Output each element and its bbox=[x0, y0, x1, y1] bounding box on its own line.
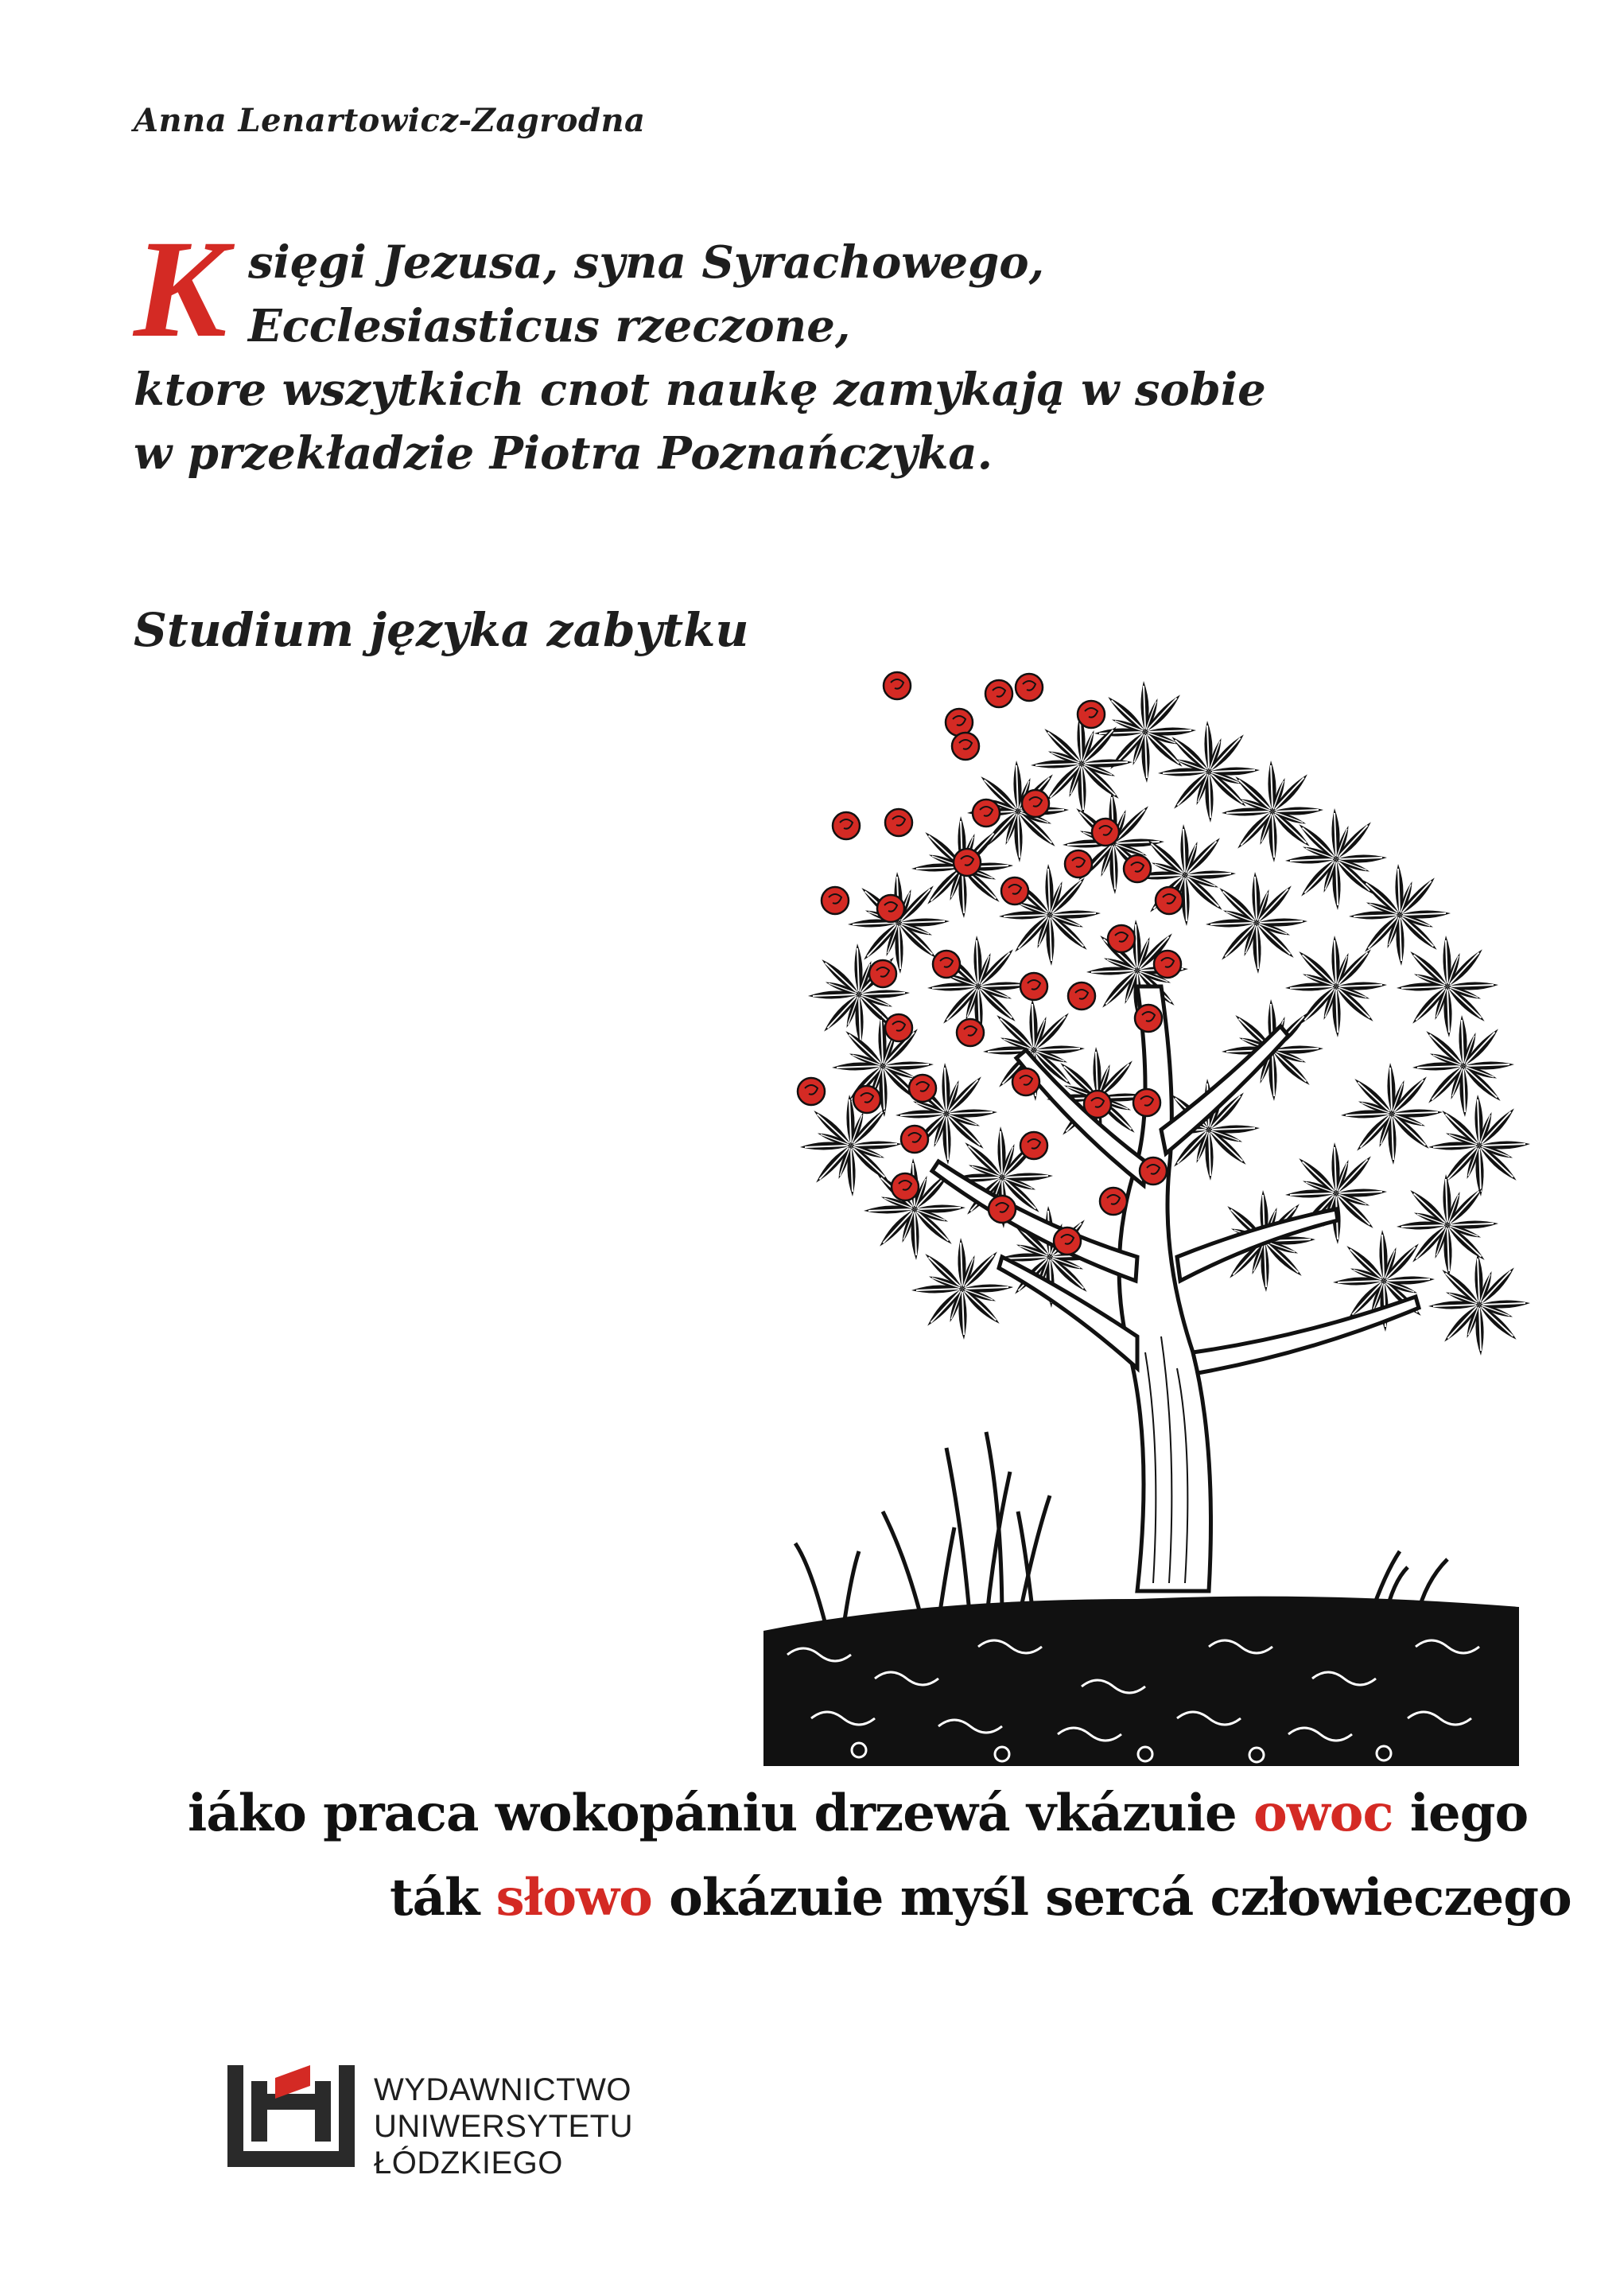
quote-line-2-before: ták bbox=[390, 1868, 480, 1928]
quote-line-1-before: iáko praca wokopániu drzewá vkázuie bbox=[188, 1784, 1237, 1843]
publisher-line-2: UNIWERSYTETU bbox=[374, 2109, 633, 2144]
quote-line-2-red-word: słowo bbox=[495, 1868, 652, 1928]
publisher-logo-icon bbox=[227, 2065, 361, 2173]
blackletter-quote-line-2 bbox=[390, 1868, 1572, 1928]
author-name: Anna Lenartowicz-Zagrodna bbox=[134, 102, 646, 139]
quote-line-2-after: okázuie myśl sercá człowieczego bbox=[669, 1868, 1572, 1928]
quote-line-1-after: iego bbox=[1409, 1784, 1529, 1843]
title-line-2: Ecclesiasticus rzeczone, bbox=[248, 300, 851, 352]
book-title bbox=[134, 212, 1438, 485]
quote-line-1-red-word: owoc bbox=[1253, 1784, 1393, 1843]
title-line-4: w przekładzie Piotra Poznańczyka. bbox=[134, 427, 993, 480]
title-line-1: sięgi Jezusa, syna Syrachowego, bbox=[248, 236, 1045, 289]
subtitle: Studium języka zabytku bbox=[134, 603, 749, 657]
title-line-3: ktore wszytkich cnot naukę zamykają w sobie bbox=[134, 364, 1266, 416]
title-drop-cap: K bbox=[134, 212, 227, 367]
publisher-line-3: ŁÓDZKIEGO bbox=[374, 2146, 563, 2181]
fruit-tree-woodcut-icon bbox=[763, 652, 1559, 1769]
blackletter-quote-line-1 bbox=[188, 1784, 1529, 1843]
publisher-name bbox=[374, 2072, 633, 2181]
publisher-line-1: WYDAWNICTWO bbox=[374, 2072, 631, 2107]
